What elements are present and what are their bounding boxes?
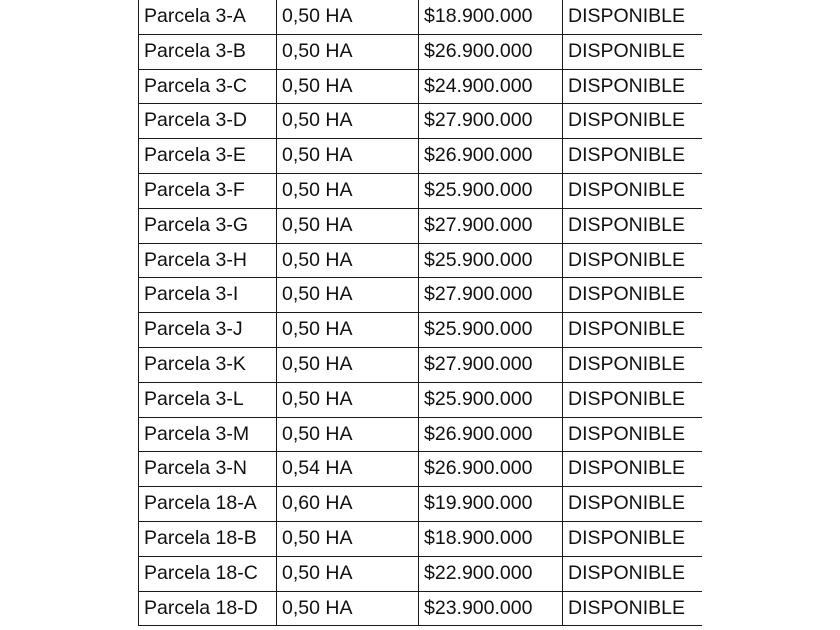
table-row <box>139 34 703 69</box>
parcel-area-cell[interactable]: 0,50 HA <box>277 347 419 382</box>
parcel-name-cell[interactable]: Parcela 18-A <box>139 487 277 522</box>
parcel-status-cell[interactable]: DISPONIBLE <box>563 591 703 626</box>
parcel-name-cell[interactable]: Parcela 3-J <box>139 313 277 348</box>
spreadsheet-excerpt <box>138 0 702 630</box>
parcel-status-cell[interactable]: DISPONIBLE <box>563 487 703 522</box>
parcel-price-cell[interactable]: $23.900.000 <box>419 591 563 626</box>
parcel-name-cell[interactable]: Parcela 18-D <box>139 591 277 626</box>
table-row <box>139 452 703 487</box>
table-row <box>139 173 703 208</box>
parcel-name-cell[interactable]: Parcela 3-F <box>139 173 277 208</box>
parcel-area-cell[interactable]: 0,50 HA <box>277 521 419 556</box>
parcel-name-cell[interactable]: Parcela 18-C <box>139 556 277 591</box>
parcel-status-cell[interactable]: DISPONIBLE <box>563 382 703 417</box>
parcel-name-cell[interactable]: Parcela 3-M <box>139 417 277 452</box>
parcel-status-cell[interactable]: DISPONIBLE <box>563 417 703 452</box>
parcel-name-cell[interactable]: Parcela 3-H <box>139 243 277 278</box>
table-row <box>139 521 703 556</box>
parcel-status-cell[interactable]: DISPONIBLE <box>563 243 703 278</box>
table-row <box>139 278 703 313</box>
table-row <box>139 0 703 34</box>
table-row <box>139 208 703 243</box>
parcel-status-cell[interactable]: DISPONIBLE <box>563 34 703 69</box>
parcel-name-cell[interactable]: Parcela 3-B <box>139 34 277 69</box>
parcel-status-cell[interactable]: DISPONIBLE <box>563 313 703 348</box>
parcel-area-cell[interactable]: 0,60 HA <box>277 487 419 522</box>
parcel-area-cell[interactable]: 0,50 HA <box>277 104 419 139</box>
table-row <box>139 313 703 348</box>
parcel-status-cell[interactable]: DISPONIBLE <box>563 208 703 243</box>
parcel-area-cell[interactable]: 0,50 HA <box>277 173 419 208</box>
parcel-price-cell[interactable]: $25.900.000 <box>419 382 563 417</box>
parcel-price-cell[interactable]: $27.900.000 <box>419 278 563 313</box>
parcel-price-cell[interactable]: $26.900.000 <box>419 452 563 487</box>
parcel-price-cell[interactable]: $25.900.000 <box>419 173 563 208</box>
parcel-status-cell[interactable]: DISPONIBLE <box>563 173 703 208</box>
parcel-name-cell[interactable]: Parcela 3-A <box>139 0 277 34</box>
parcel-price-cell[interactable]: $25.900.000 <box>419 313 563 348</box>
table-row <box>139 347 703 382</box>
parcel-price-cell[interactable]: $27.900.000 <box>419 104 563 139</box>
parcel-area-cell[interactable]: 0,50 HA <box>277 139 419 174</box>
parcel-area-cell[interactable]: 0,50 HA <box>277 0 419 34</box>
parcel-status-cell[interactable]: DISPONIBLE <box>563 452 703 487</box>
table-row <box>139 69 703 104</box>
table-row <box>139 382 703 417</box>
parcel-area-cell[interactable]: 0,50 HA <box>277 278 419 313</box>
parcel-name-cell[interactable]: Parcela 3-C <box>139 69 277 104</box>
table-row <box>139 139 703 174</box>
parcel-price-cell[interactable]: $27.900.000 <box>419 347 563 382</box>
parcel-status-cell[interactable]: DISPONIBLE <box>563 521 703 556</box>
parcel-price-cell[interactable]: $26.900.000 <box>419 34 563 69</box>
parcel-status-cell[interactable]: DISPONIBLE <box>563 104 703 139</box>
parcel-name-cell[interactable]: Parcela 18-B <box>139 521 277 556</box>
table-row <box>139 487 703 522</box>
parcel-area-cell[interactable]: 0,50 HA <box>277 243 419 278</box>
parcel-price-cell[interactable]: $26.900.000 <box>419 417 563 452</box>
parcel-area-cell[interactable]: 0,50 HA <box>277 382 419 417</box>
parcel-area-cell[interactable]: 0,50 HA <box>277 417 419 452</box>
parcel-name-cell[interactable]: Parcela 3-D <box>139 104 277 139</box>
parcel-area-cell[interactable]: 0,54 HA <box>277 452 419 487</box>
parcel-status-cell[interactable]: DISPONIBLE <box>563 69 703 104</box>
parcel-name-cell[interactable]: Parcela 3-L <box>139 382 277 417</box>
parcel-name-cell[interactable]: Parcela 3-K <box>139 347 277 382</box>
parcel-status-cell[interactable]: DISPONIBLE <box>563 278 703 313</box>
parcel-name-cell[interactable]: Parcela 3-G <box>139 208 277 243</box>
parcel-price-cell[interactable]: $25.900.000 <box>419 243 563 278</box>
table-row <box>139 591 703 626</box>
parcel-status-cell[interactable]: DISPONIBLE <box>563 139 703 174</box>
parcel-price-cell[interactable]: $24.900.000 <box>419 69 563 104</box>
parcel-status-cell[interactable]: DISPONIBLE <box>563 347 703 382</box>
parcel-price-cell[interactable]: $18.900.000 <box>419 521 563 556</box>
parcel-area-cell[interactable]: 0,50 HA <box>277 208 419 243</box>
parcel-name-cell[interactable]: Parcela 3-I <box>139 278 277 313</box>
parcel-status-cell[interactable]: DISPONIBLE <box>563 556 703 591</box>
parcel-price-cell[interactable]: $27.900.000 <box>419 208 563 243</box>
parcel-name-cell[interactable]: Parcela 3-E <box>139 139 277 174</box>
parcel-price-table <box>138 0 702 626</box>
parcel-price-cell[interactable]: $26.900.000 <box>419 139 563 174</box>
parcel-status-cell[interactable]: DISPONIBLE <box>563 0 703 34</box>
parcel-price-cell[interactable]: $19.900.000 <box>419 487 563 522</box>
table-row <box>139 243 703 278</box>
parcel-area-cell[interactable]: 0,50 HA <box>277 313 419 348</box>
parcel-area-cell[interactable]: 0,50 HA <box>277 591 419 626</box>
parcel-area-cell[interactable]: 0,50 HA <box>277 556 419 591</box>
table-row <box>139 556 703 591</box>
parcel-area-cell[interactable]: 0,50 HA <box>277 69 419 104</box>
parcel-area-cell[interactable]: 0,50 HA <box>277 34 419 69</box>
table-row <box>139 104 703 139</box>
parcel-price-cell[interactable]: $18.900.000 <box>419 0 563 34</box>
parcel-price-cell[interactable]: $22.900.000 <box>419 556 563 591</box>
table-row <box>139 417 703 452</box>
parcel-name-cell[interactable]: Parcela 3-N <box>139 452 277 487</box>
